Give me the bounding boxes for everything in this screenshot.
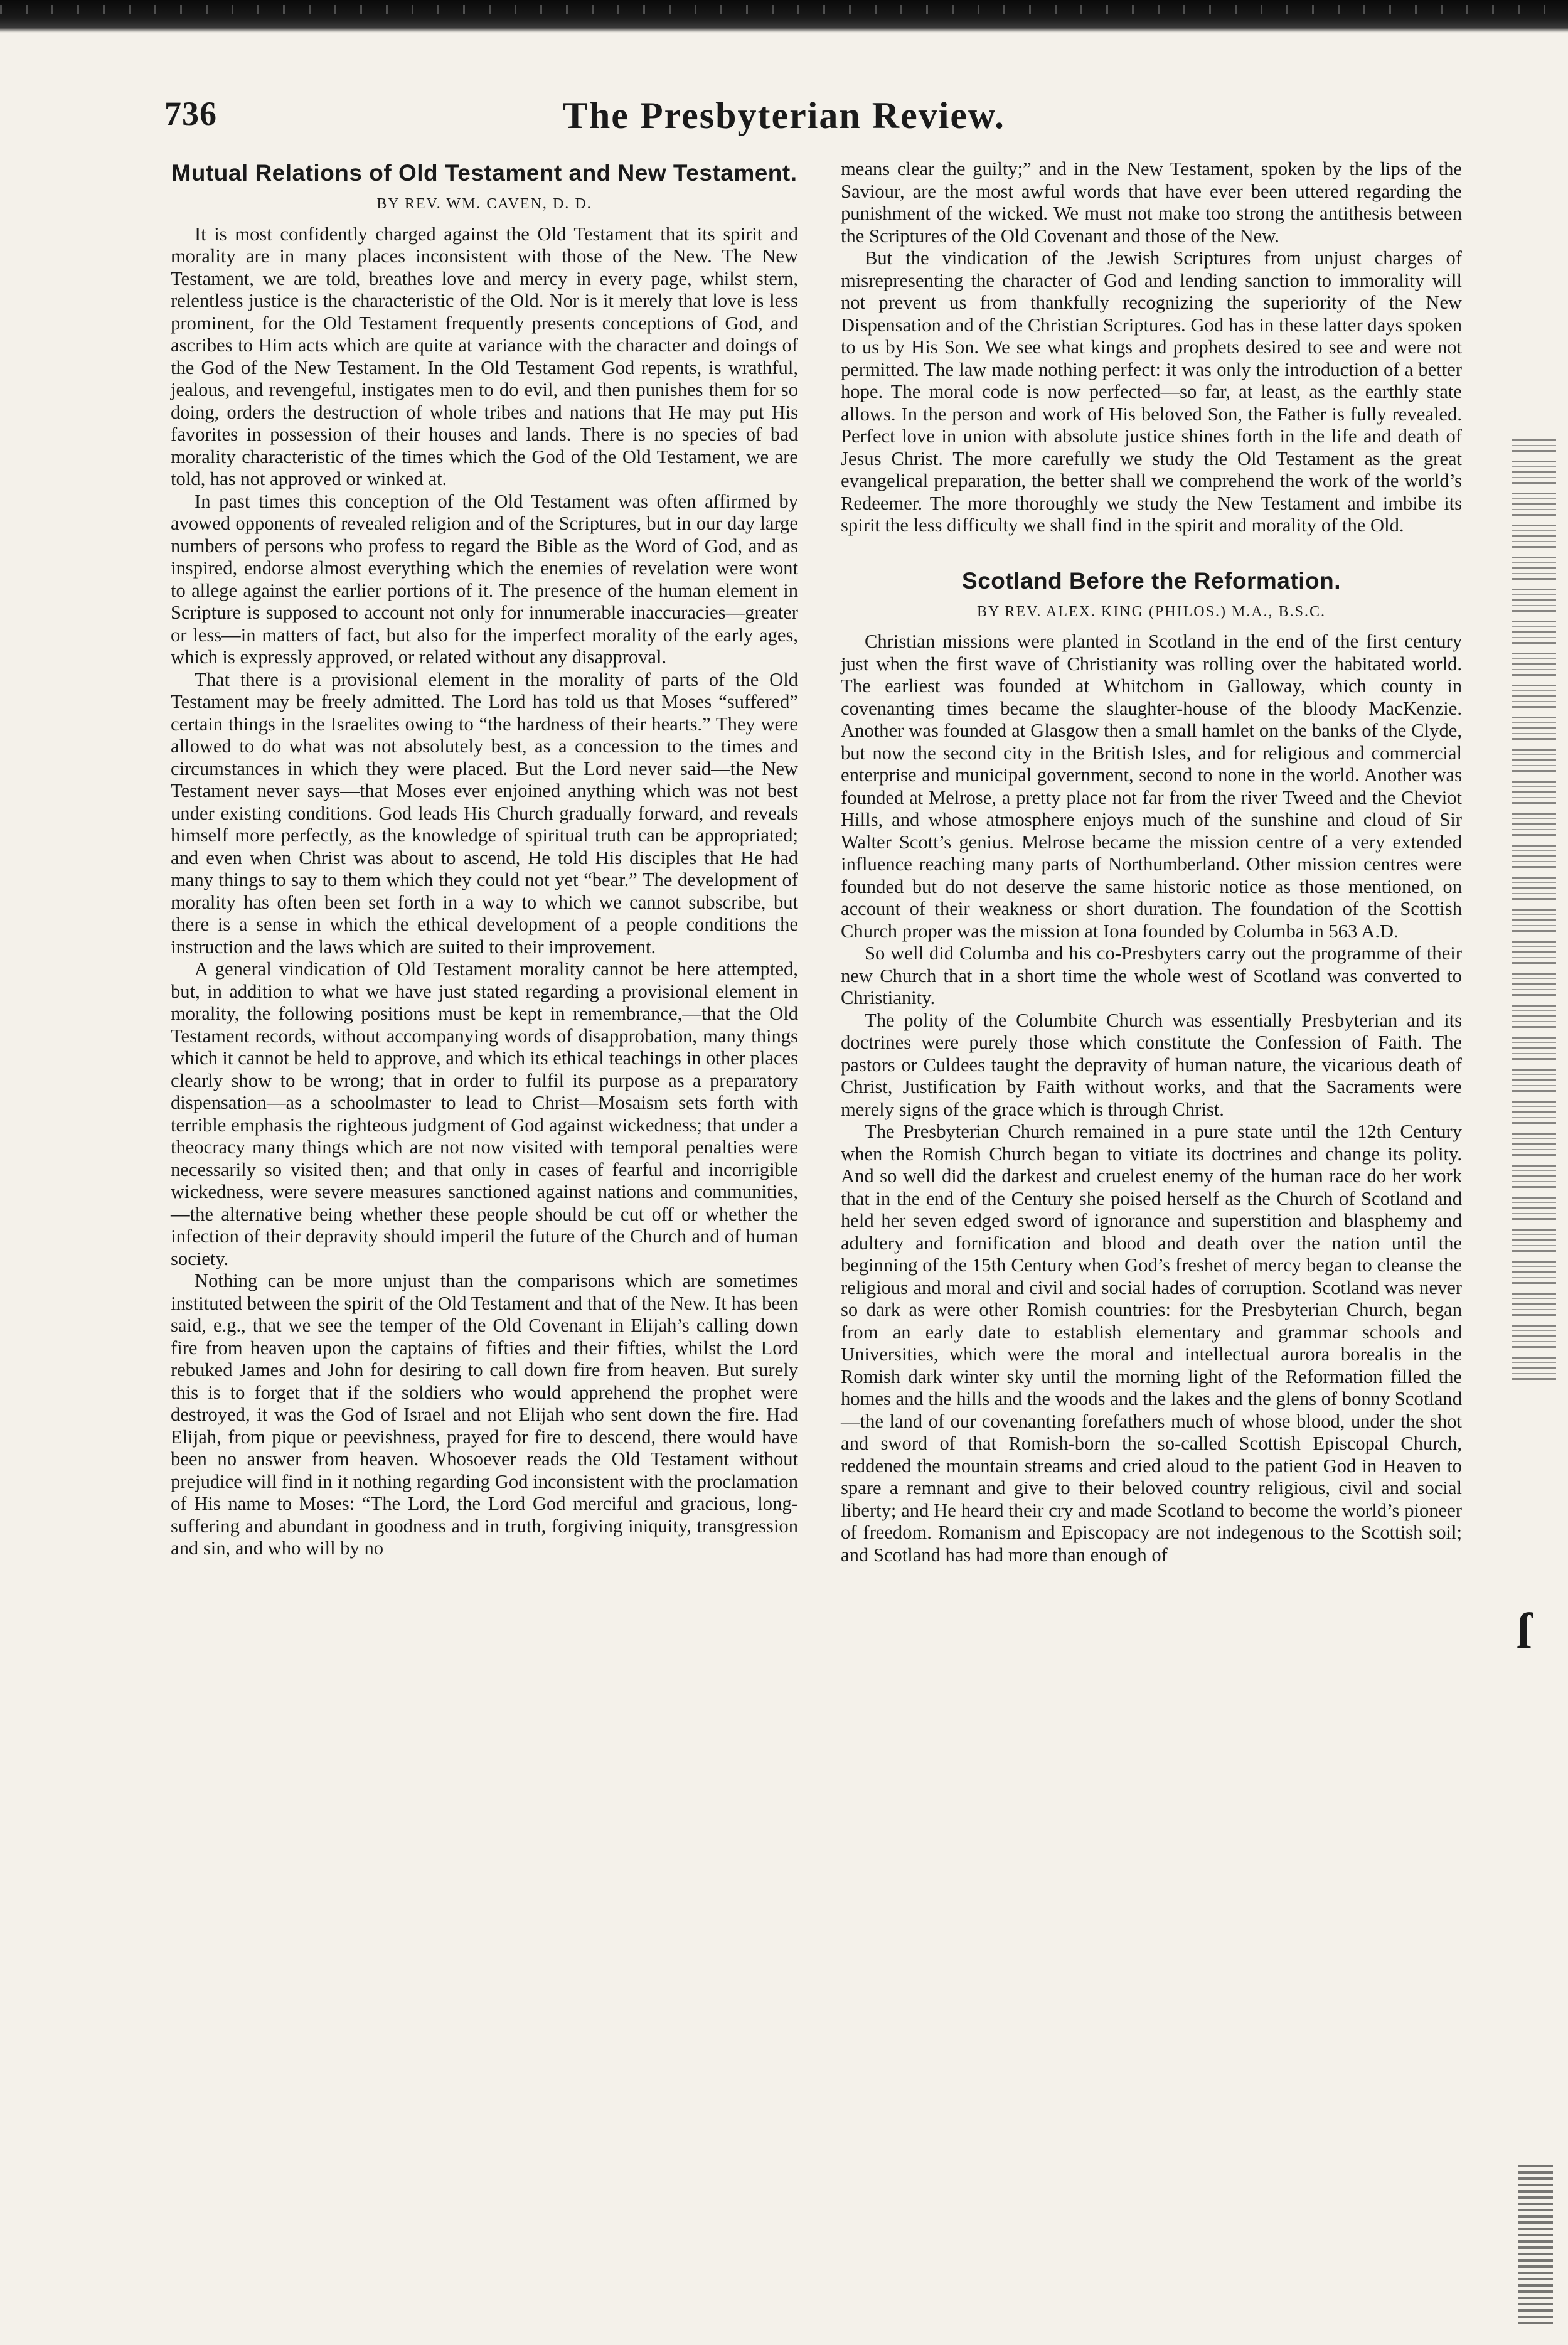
paragraph: A general vindication of Old Testament morality cannot be here attempted, but, in addition to what we have just stated regarding a provisional element in morality, the following positions must be kept in remembrance,—that the Old Testament records, without accompanying words of disapprobation, many things which it cannot be held to approve, and which its ethical teachings in other places clearly show to be wrong; that in order to fulfil its purpose as a preparatory dispensation—as a schoolmaster to lead to Christ—Mosaism sets forth with terrible emphasis the righteous judgment of God against wickedness; that under a theocracy many things which are not now visited with temporal penalties were necessarily so visited then; and that only in cases of fearful and incorrigible wickedness, were severe measures sanctioned against nations and communities,—the alternative being whether these people should be cut off or whether the infection of their depravity should imperil the future of the Church and of human society. [171, 958, 798, 1269]
bleed-through-strip [1518, 2165, 1553, 2328]
bleed-through-strip [1512, 439, 1556, 1381]
paragraph: That there is a provisional element in the morality of parts of the Old Testament may be freely admitted. The Lord has told us that Moses “suffered” certain things in the Israelites owing to “the hardness of their hearts.” They were allowed to do what was not absolutely best, as a concession to the times and circumstances in which they were placed. But the Lord never said—the New Testament never says—that Moses ever enjoined anything which was not best under existing conditions. God leads His Church gradually forward, and reveals himself more perfectly, as the knowledge of spiritual truth can be appropriated; and even when Christ was about to ascend, He told His disciples that He had many things to say to them which they could not yet “bear.” The development of morality has often been set forth in a way to which we cannot subscribe, but there is a sense in which the ethical development of a people conditions the instruction and the laws which are suited to their improvement. [171, 668, 798, 958]
paragraph: Nothing can be more unjust than the comparisons which are sometimes instituted between the spirit of the Old Testament and that of the New. It has been said, e.g., that we see the temper of the Old Covenant in Elijah’s calling down fire from heaven upon the captains of fifties and their fifties, whilst the Lord rebuked James and John for desiring to call down fire from heaven. But surely this is to forget that if the soldiers who would apprehend the prophet were destroyed, it was the God of Israel and not Elijah who sent down the fire. Had Elijah, from pique or peevishness, prayed for fire to descend, there would have been no answer from heaven. Whosoever reads the Old Testament without prejudice will find in it nothing regarding God inconsistent with the proclamation of His name to Moses: “The Lord, the Lord God merciful and gracious, long-suffering and abundant in goodness and in truth, forgiving iniquity, transgression and sin, and who will by no [171, 1270, 798, 1559]
scan-edge-band [0, 0, 1568, 33]
paragraph: It is most confidently charged against the Old Testament that its spirit and morality are in many places inconsistent with those of the New. The New Testament, we are told, breathes love and mercy in every page, whilst stern, relentless justice is the characteristic of the Old. Nor is it merely that love is less prominent, for the Old Testament frequently presents conceptions of God, and ascribes to Him acts which are quite at variance with the character and doings of the God of the New Testament. In the Old Testament God repents, is wrathful, jealous, and revengeful, instigates men to do evil, and then punishes them for so doing, orders the destruction of whole tribes and nations that He may put His favorites in possession of their houses and lands. There is no species of bad morality characteristic of the times which the God of the Old Testament, we are told, has not approved or winked at. [171, 223, 798, 489]
paragraph: In past times this conception of the Old Testament was often affirmed by avowed opponents of revealed religion and of the Scriptures, but in our day large numbers of persons who profess to regard the Bible as the Word of God, and as inspired, endorse almost everything which the enemies of revelation were wont to allege against the earlier portions of it. The presence of the human element in Scripture is supposed to account not only for innumerable inaccuracies—greater or less—in matters of fact, but also for the imperfect morality of the early ages, which is expressly approved, or related without any disapproval. [171, 490, 798, 668]
running-title: The Presbyterian Review. [562, 95, 1006, 136]
paragraph: Christian missions were planted in Scotland in the end of the first century just when the first wave of Christianity was rolling over the habitated world. The earliest was founded at Whitchom in Galloway, which county in covenanting times became the slaughter-house of the bloody MacKenzie. Another was founded at Glasgow then a small hamlet on the banks of the Clyde, but now the second city in the British Isles, and for religious and commercial enterprise and municipal government, second to none in the world. Another was founded at Melrose, a pretty place not far from the river Tweed and the Cheviot Hills, and whose atmosphere enjoys much of the sunshine and cloud of Sir Walter Scott’s genius. Melrose became the mission centre of a very extended influence reaching many parts of Northumberland. Other mission centres were founded but do not deserve the same historic notice as those mentioned, on account of their weakness or short duration. The foundation of the Scottish Church proper was the mission at Iona founded by Columba in 563 A.D. [841, 631, 1462, 942]
right-column [841, 158, 1462, 1566]
article-title: Scotland Before the Reformation. [962, 567, 1341, 594]
article-byline: BY REV. ALEX. KING (PHILOS.) M.A., B.S.C. [976, 603, 1326, 620]
paragraph: The polity of the Columbite Church was essentially Presbyterian and its doctrines were purely those which constitute the Confession of Faith. The pastors or Culdees taught the depravity of human nature, the vicarious death of Christ, Justification by Faith without works, and that the Sacraments were merely signs of the grace which is through Christ. [841, 1009, 1462, 1120]
paragraph-continued: means clear the guilty;” and in the New Testament, spoken by the lips of the Saviour, are the most awful words that have ever been uttered regarding the punishment of the wicked. We must not make too strong the antithesis between the Scriptures of the Old Covenant and those of the New. [841, 158, 1462, 247]
paragraph: But the vindication of the Jewish Scriptures from unjust charges of misrepresenting the character of God and lending sanction to immorality will not prevent us from thankfully recognizing the superiority of the New Dispensation and of the Christian Scriptures. God has in these latter days spoken to us by His Son. We see what kings and prophets desired to see and were not permitted. The law made nothing perfect: it was only the introduction of a better hope. The moral code is now perfected—so far, at least, as the earthly state allows. In the person and work of His beloved Son, the Father is fully revealed. Perfect love in union with absolute justice shines forth in the life and death of Jesus Christ. The more carefully we study the Old Testament as the great evangelical preparation, the better shall we comprehend the work of the world’s Redeemer. The more thoroughly we study the New Testament and imbibe its spirit the less difficulty we shall find in the spirit and morality of the Old. [841, 247, 1462, 536]
margin-mark: ſ [1517, 1604, 1532, 1659]
article-title: Mutual Relations of Old Testament and New Testament. [171, 160, 797, 186]
article-byline: BY REV. WM. CAVEN, D. D. [376, 196, 592, 212]
article-block [841, 566, 1462, 1567]
page-number: 736 [164, 95, 217, 132]
paragraph: The Presbyterian Church remained in a pure state until the 12th Century when the Romish Church began to vitiate its doctrines and change its polity. And so well did the darkest and cruelest enemy of the human race do her work that in the end of the Century she poised herself as the Church of Scotland and held her seven edged sword of ignorance and superstition and blasphemy and adultery and fornification and blood and death over the nation until the beginning of the 15th Century when God’s freshet of mercy began to cleanse the religious and moral and civil and social hades of corruption. Scotland was never so dark as were other Romish countries: for the Presbyterian Church, began from an early date to establish elementary and grammar schools and Universities, which were the moral and intellectual aurora borealis in the Romish dark winter sky until the morning light of the Reformation filled the homes and the hills and the woods and the lakes and the glens of bonny Scotland—the land of our covenanting forefathers much of whose blood, under the shot and sword of that Romish-born the so-called Scottish Episcopal Church, reddened the mountain streams and cried aloud to the patient God in Heaven to spare a remnant and give to their beloved country religious, civil and social liberty; and He heard their cry and made Scotland to become the world’s pioneer of freedom. Romanism and Episcopacy are not indegenous to the Scottish soil; and Scotland has had more than enough of [841, 1121, 1462, 1566]
paragraph: So well did Columba and his co-Presbyters carry out the programme of their new Church that in a short time the whole west of Scotland was converted to Christianity. [841, 943, 1462, 1008]
left-column [171, 158, 798, 1560]
